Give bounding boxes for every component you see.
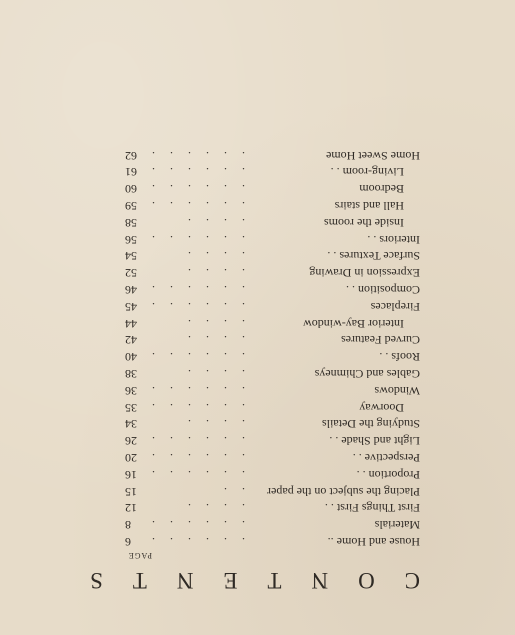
page-column-label: PAGE <box>127 551 152 560</box>
contents-entry <box>125 214 420 231</box>
heading-letter: N <box>311 568 329 593</box>
contents-entry <box>125 483 420 500</box>
entry-leader: . . . . . . <box>146 451 245 466</box>
heading-letter: N <box>176 568 194 593</box>
entry-title: House and Home .. <box>327 535 420 549</box>
entry-page-number: 36 <box>125 383 137 398</box>
entry-page-number: 40 <box>125 350 137 365</box>
entry-title: Interior Bay-window <box>303 316 404 331</box>
entry-page-number: 42 <box>125 333 137 348</box>
heading-letter: C <box>404 568 420 593</box>
entry-title: Studying the Details <box>322 417 420 432</box>
contents-list <box>125 147 420 550</box>
contents-entry <box>125 500 420 517</box>
entry-page-number: 34 <box>125 417 137 432</box>
entry-leader: . . . . <box>182 367 245 382</box>
entry-page-number: 62 <box>125 148 137 163</box>
contents-entry <box>125 164 420 181</box>
entry-page-number: 59 <box>125 199 137 214</box>
contents-entry <box>125 231 420 248</box>
entry-page-number: 44 <box>125 316 137 331</box>
entry-leader: . . . . . . <box>146 232 245 247</box>
entry-leader: . . . . . . <box>146 535 245 549</box>
contents-entry <box>125 197 420 214</box>
entry-title: Interiors . . <box>367 232 420 247</box>
entry-title: Gables and Chimneys <box>314 367 420 382</box>
entry-page-number: 46 <box>125 283 137 298</box>
heading-letter: T <box>267 568 282 593</box>
heading-letter: S <box>90 568 103 593</box>
entry-page-number: 52 <box>125 266 137 281</box>
contents-entry <box>125 365 420 382</box>
entry-leader: . . . . <box>182 316 245 331</box>
contents-entry <box>125 281 420 298</box>
entry-title: Bedroom <box>359 182 404 197</box>
contents-entry <box>125 180 420 197</box>
contents-entry <box>125 466 420 483</box>
contents-entry <box>125 264 420 281</box>
contents-entry <box>125 516 420 533</box>
contents-entry <box>125 533 420 550</box>
entry-page-number: 60 <box>125 182 137 197</box>
contents-entry <box>125 382 420 399</box>
entry-page-number: 35 <box>125 400 137 415</box>
entry-leader: . . . . . . <box>146 518 245 533</box>
entry-page-number: 6 <box>125 535 131 549</box>
entry-page-number: 61 <box>125 165 137 180</box>
entry-title: Composition . . <box>345 283 420 298</box>
entry-title: Inside the rooms <box>324 215 404 230</box>
entry-leader: . . <box>218 484 245 499</box>
entry-title: Proportion . . <box>356 467 420 482</box>
contents-entry <box>125 332 420 349</box>
contents-entry <box>125 449 420 466</box>
entry-title: Perspective . . <box>352 451 420 466</box>
entry-title: Placing the subject on the paper <box>267 484 420 499</box>
contents-entry <box>125 298 420 315</box>
entry-title: Home Sweet Home <box>326 148 420 163</box>
entry-title: Expression in Drawing <box>309 266 420 281</box>
entry-page-number: 56 <box>125 232 137 247</box>
entry-title: Surface Textures . . <box>327 249 420 264</box>
heading-letter: E <box>223 568 238 593</box>
entry-page-number: 54 <box>125 249 137 264</box>
entry-leader: . . . . <box>182 266 245 281</box>
entry-leader: . . . . . . <box>146 434 245 449</box>
contents-entry <box>125 348 420 365</box>
entry-title: Fireplaces <box>370 299 420 314</box>
heading-letter: O <box>358 568 375 593</box>
entry-page-number: 26 <box>125 434 137 449</box>
entry-leader: . . . . . . <box>146 165 245 180</box>
entry-leader: . . . . <box>182 249 245 264</box>
entry-title: Windows <box>374 383 420 398</box>
entry-page-number: 8 <box>125 518 131 533</box>
contents-entry <box>125 416 420 433</box>
entry-leader: . . . . . . <box>146 283 245 298</box>
entry-leader: . . . . . . <box>146 148 245 163</box>
entry-title: Materials <box>374 518 420 533</box>
entry-leader: . . . . . . <box>146 350 245 365</box>
entry-title: Light and Shade . . <box>329 434 420 449</box>
entry-title: Hall and stairs <box>334 199 404 214</box>
contents-entry <box>125 399 420 416</box>
contents-entry <box>125 147 420 164</box>
contents-heading <box>90 567 420 593</box>
entry-leader: . . . . . . <box>146 400 245 415</box>
entry-title: Roofs . . <box>379 350 420 365</box>
entry-leader: . . . . <box>182 333 245 348</box>
entry-leader: . . . . . . <box>146 467 245 482</box>
entry-page-number: 12 <box>125 501 137 516</box>
entry-title: Doorway <box>359 400 404 415</box>
contents-entry <box>125 432 420 449</box>
entry-leader: . . . . <box>182 215 245 230</box>
entry-page-number: 45 <box>125 299 137 314</box>
heading-letter: T <box>132 568 147 593</box>
entry-leader: . . . . <box>182 417 245 432</box>
entry-leader: . . . . . . <box>146 199 245 214</box>
contents-entry <box>125 248 420 265</box>
entry-title: Curved Features <box>341 333 420 348</box>
entry-page-number: 20 <box>125 451 137 466</box>
entry-title: First Things First . . <box>324 501 420 516</box>
entry-leader: . . . . . . <box>146 182 245 197</box>
entry-page-number: 58 <box>125 215 137 230</box>
entry-leader: . . . . . . <box>146 383 245 398</box>
contents-entry <box>125 315 420 332</box>
entry-page-number: 16 <box>125 467 137 482</box>
entry-leader: . . . . . . <box>146 299 245 314</box>
entry-page-number: 15 <box>125 484 137 499</box>
entry-title: Living-room . . <box>330 165 404 180</box>
entry-page-number: 38 <box>125 367 137 382</box>
entry-leader: . . . . <box>182 501 245 516</box>
